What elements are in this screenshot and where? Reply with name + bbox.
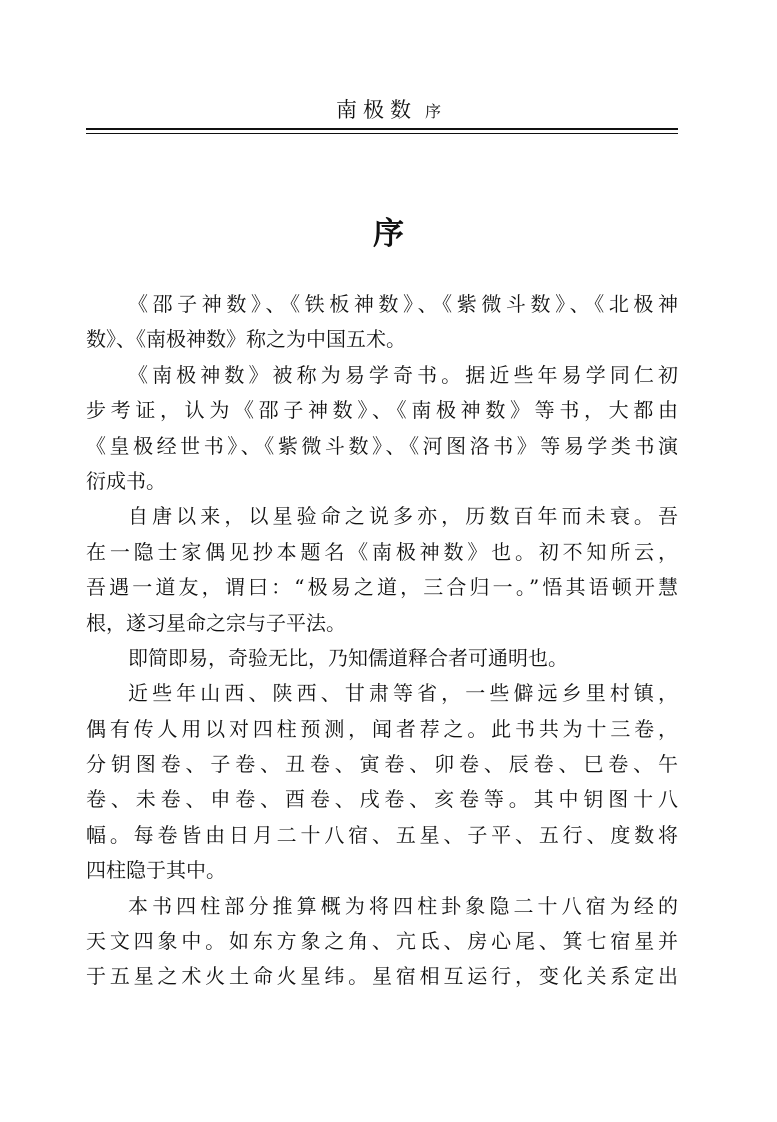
text-line: 四柱隐于其中。 bbox=[86, 858, 226, 883]
text-line: 《邵子神数》、《铁板神数》、《紫微斗数》、《北极神 bbox=[128, 292, 678, 316]
text-line: 根，遂习星命之宗与子平法。 bbox=[86, 610, 346, 635]
text-line: 本书四柱部分推算概为将四柱卦象隐二十八宿为经的 bbox=[128, 893, 678, 918]
text-line: 偶有传人用以对四柱预测，闻者荐之。此书共为十三卷， bbox=[86, 716, 678, 741]
text-line: 卷、未卷、申卷、酉卷、戌卷、亥卷等。其中钥图十八 bbox=[86, 787, 678, 812]
body-text bbox=[86, 287, 678, 995]
text-line: 分钥图卷、子卷、丑卷、寅卷、卯卷、辰卷、巳卷、午 bbox=[86, 752, 678, 777]
text-line: 在一隐士家偶见抄本题名《南极神数》也。初不知所云， bbox=[86, 539, 678, 564]
running-header-book-title: 南极数 bbox=[335, 98, 417, 122]
header-rule-thick bbox=[86, 128, 678, 130]
text-line: 数》、《南极神数》称之为中国五术。 bbox=[86, 327, 406, 352]
text-line: 天文四象中。如东方象之角、亢氐、房心尾、箕七宿星并 bbox=[86, 929, 678, 954]
chapter-title: 序 bbox=[373, 216, 404, 252]
header-rule-thin bbox=[86, 133, 678, 134]
running-header bbox=[0, 96, 777, 126]
text-line: 《皇极经世书》、《紫微斗数》、《河图洛书》等易学类书演 bbox=[86, 433, 678, 458]
text-line: 即简即易，奇验无比，乃知儒道释合者可通明也。 bbox=[128, 645, 568, 670]
text-line: 步考证，认为《邵子神数》、《南极神数》等书，大都由 bbox=[86, 398, 678, 423]
text-line: 自唐以来，以星验命之说多亦，历数百年而未衰。吾 bbox=[128, 504, 678, 529]
text-line: 幅。每卷皆由日月二十八宿、五星、子平、五行、度数将 bbox=[86, 822, 678, 847]
text-line: 《南极神数》被称为易学奇书。据近些年易学同仁初 bbox=[128, 362, 678, 387]
text-line: 近些年山西、陕西、甘肃等省，一些僻远乡里村镇， bbox=[128, 681, 678, 706]
text-line: 衍成书。 bbox=[86, 468, 166, 493]
running-header-section: 序 bbox=[424, 102, 441, 121]
text-line: 于五星之术火土命火星纬。星宿相互运行，变化关系定出 bbox=[86, 964, 678, 989]
text-line: 吾遇一道友，谓曰：“极易之道，三合归一。”悟其语顿开慧 bbox=[86, 575, 678, 600]
